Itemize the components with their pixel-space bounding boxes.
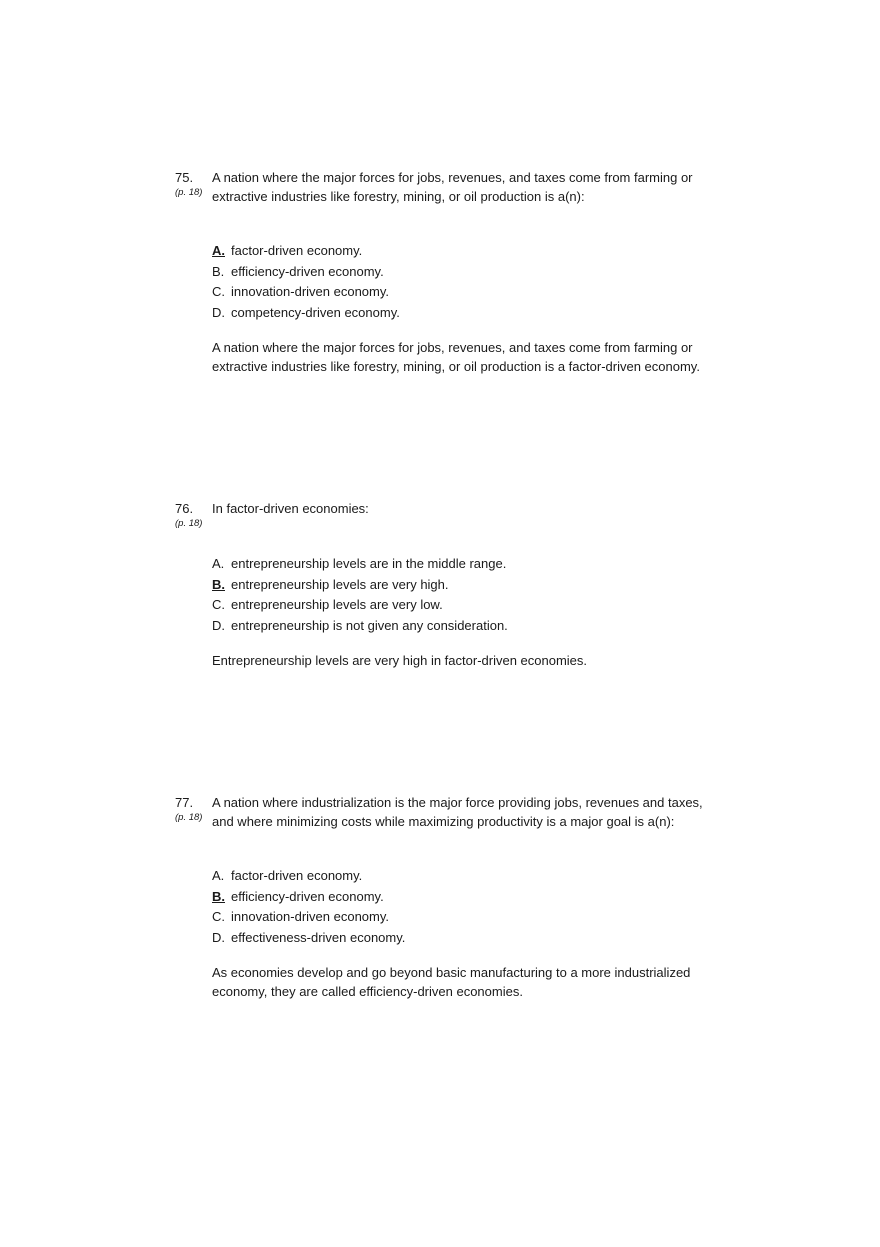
explanation-line: A nation where the major forces for jobs, revenues, and taxes come from farming or	[212, 340, 693, 355]
question-number: 76.	[175, 501, 194, 516]
stem-line: and where minimizing costs while maximizing productivity is a major goal is a(n):	[212, 814, 675, 829]
answer-options	[212, 866, 405, 948]
option-letter: D.	[212, 304, 225, 320]
option-d	[212, 303, 400, 324]
option-letter: C.	[212, 909, 225, 924]
answer-options	[212, 554, 508, 636]
option-text: innovation-driven economy.	[231, 284, 390, 299]
option-text: factor-driven economy.	[231, 243, 363, 258]
option-letter: B.	[212, 888, 225, 904]
answer-explanation	[212, 651, 712, 670]
stem-line: A nation where the major forces for jobs, revenues, and taxes come from farming or	[212, 170, 693, 185]
option-letter: B.	[212, 576, 225, 592]
answer-options	[212, 241, 400, 323]
explanation-line: As economies develop and go beyond basic manufacturing to a more industrialized	[212, 965, 691, 980]
stem-line: A nation where industrialization is the major force providing jobs, revenues and taxes,	[212, 795, 703, 810]
option-letter: C.	[212, 597, 225, 612]
option-text: entrepreneurship is not given any consideration.	[231, 617, 508, 633]
option-a	[212, 554, 508, 575]
stem-line: extractive industries like forestry, mining, or oil production is a(n):	[212, 189, 585, 204]
option-text: entrepreneurship levels are in the middle range.	[231, 556, 507, 571]
option-d	[212, 616, 508, 637]
option-a	[212, 866, 405, 887]
option-text: competency-driven economy.	[231, 304, 400, 320]
question-stem	[212, 168, 712, 206]
option-b	[212, 575, 508, 596]
option-text: effectiveness-driven economy.	[231, 929, 406, 945]
question-stem	[212, 793, 712, 831]
answer-explanation	[212, 963, 712, 1001]
question-stem	[212, 499, 712, 518]
explanation-line: economy, they are called efficiency-driven economies.	[212, 984, 523, 999]
stem-line: In factor-driven economies:	[212, 501, 369, 516]
explanation-line: Entrepreneurship levels are very high in factor-driven economies.	[212, 653, 588, 668]
option-letter: B.	[212, 263, 225, 279]
option-letter: A.	[212, 243, 225, 258]
page-reference: (p. 18)	[175, 187, 203, 198]
explanation-line: extractive industries like forestry, mining, or oil production is a factor-driven economy.	[212, 359, 700, 374]
option-text: efficiency-driven economy.	[231, 263, 384, 279]
option-text: factor-driven economy.	[231, 868, 363, 883]
option-c	[212, 595, 508, 616]
option-letter: A.	[212, 556, 225, 571]
option-text: innovation-driven economy.	[231, 909, 390, 924]
option-text: efficiency-driven economy.	[231, 888, 384, 904]
option-a	[212, 241, 400, 262]
option-d	[212, 928, 405, 949]
option-c	[212, 282, 400, 303]
option-text: entrepreneurship levels are very low.	[231, 597, 443, 612]
option-letter: D.	[212, 929, 225, 945]
option-b	[212, 887, 405, 908]
answer-explanation	[212, 338, 712, 376]
question-number: 77.	[175, 795, 194, 810]
option-b	[212, 262, 400, 283]
page-reference: (p. 18)	[175, 812, 203, 823]
option-letter: A.	[212, 868, 225, 883]
question-number: 75.	[175, 170, 194, 185]
option-letter: C.	[212, 284, 225, 299]
option-letter: D.	[212, 617, 225, 633]
option-text: entrepreneurship levels are very high.	[231, 576, 449, 592]
page-reference: (p. 18)	[175, 518, 203, 529]
option-c	[212, 907, 405, 928]
